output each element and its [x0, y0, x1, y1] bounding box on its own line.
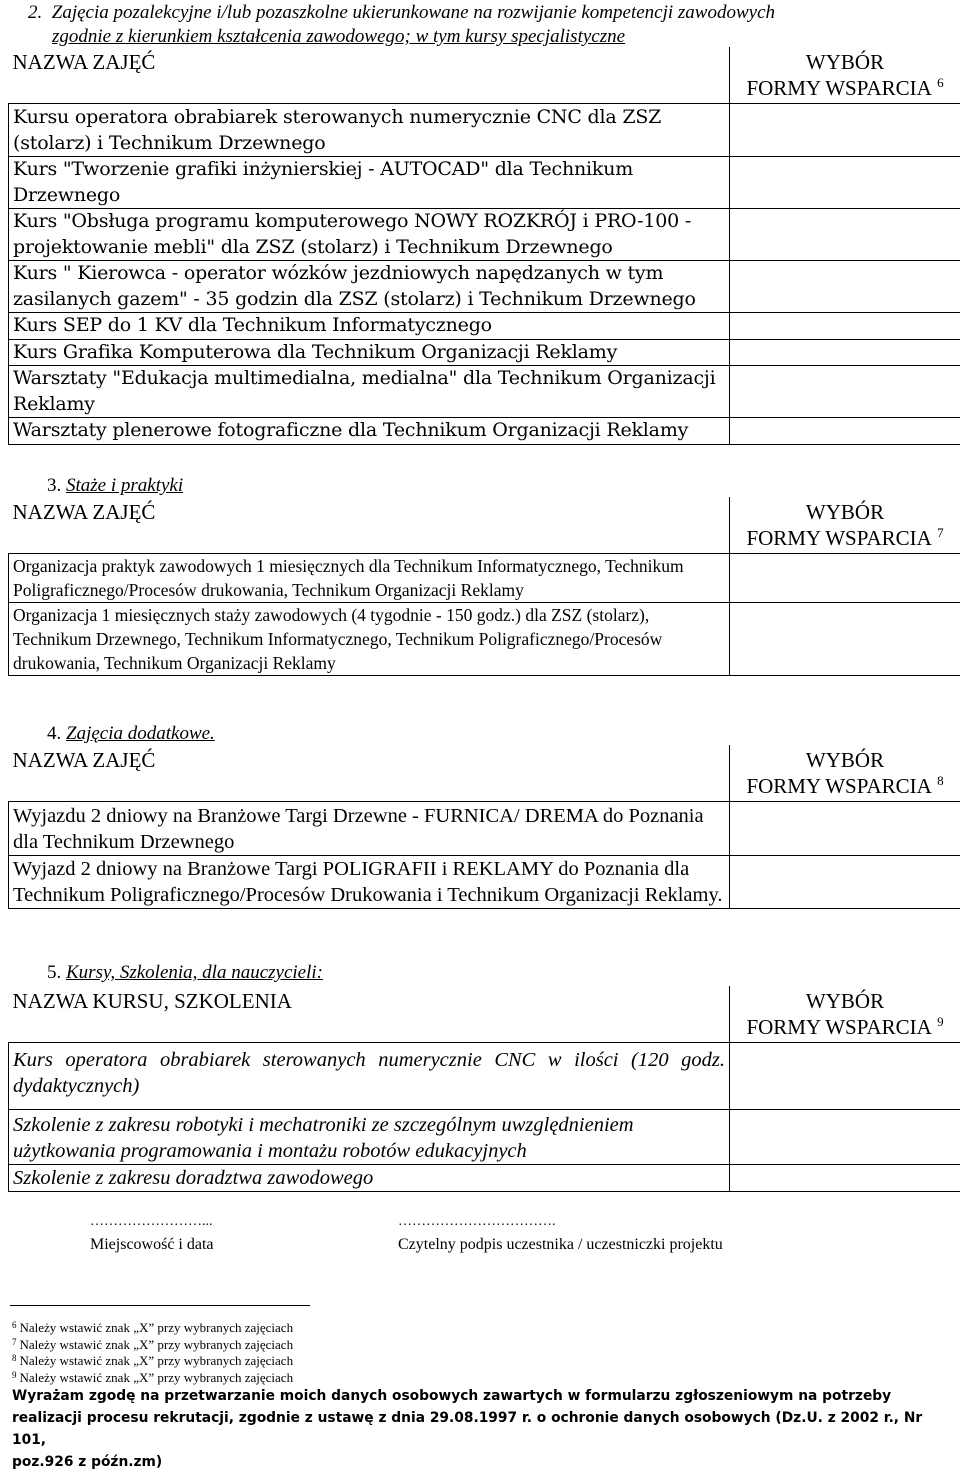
- choice-cell[interactable]: [730, 313, 960, 340]
- footnote-number: 6: [12, 1320, 17, 1330]
- column-header-name: NAZWA ZAJĘĆ: [9, 47, 730, 104]
- course-name: Szkolenie z zakresu doradztwa zawodowego: [9, 1165, 730, 1192]
- table-row: [9, 1165, 960, 1192]
- data-processing-consent: [12, 1385, 958, 1473]
- choice-cell[interactable]: [730, 261, 960, 313]
- footnote-item: [12, 1337, 293, 1354]
- choice-cell[interactable]: [730, 1165, 960, 1192]
- section-5-number: 5.: [47, 962, 61, 983]
- course-name: Szkolenie z zakresu robotyki i mechatroniki ze szczególnym uwzględnieniem użytkowania programowania i montażu robotów edukacyjnych: [9, 1110, 730, 1165]
- activity-name: Wyjazdu 2 dniowy na Branżowe Targi Drzewne - FURNICA/ DREMA do Poznania dla Technikum Drzewnego: [9, 802, 730, 856]
- table-row: [9, 603, 960, 676]
- footnotes: [12, 1320, 293, 1386]
- column-header-name: NAZWA ZAJĘĆ: [9, 745, 730, 802]
- footnote-separator: [10, 1305, 310, 1306]
- activity-name: Kursu operatora obrabiarek sterowanych numerycznie CNC dla ZSZ (stolarz) i Technikum Drzewnego: [9, 104, 730, 157]
- section-3-number: 3.: [47, 475, 61, 496]
- column-header-choice-line2: FORMY WSPARCIA: [746, 526, 931, 550]
- column-header-choice: [730, 497, 960, 554]
- section-2-title: 2. Zajęcia pozalekcyjne i/lub pozaszkolne ukierunkowane na rozwijanie kompetencji zawodowych: [28, 1, 960, 25]
- column-header-name: NAZWA KURSU, SZKOLENIA: [9, 986, 730, 1043]
- column-header-choice-line1: WYBÓR: [730, 747, 960, 773]
- table-row: [9, 313, 960, 340]
- section-4-number: 4.: [47, 723, 61, 744]
- choice-cell[interactable]: [730, 104, 960, 157]
- table-row: [9, 554, 960, 603]
- activity-name: Organizacja 1 miesięcznych staży zawodowych (4 tygodnie - 150 godz.) dla ZSZ (stolarz), Technikum Drzewnego, Technikum Informatycznego, Technikum Poligraficznego/Procesów drukowania, Technikum Organizacji Reklamy: [9, 603, 730, 676]
- column-header-name: NAZWA ZAJĘĆ: [9, 497, 730, 554]
- footnote-number: 8: [12, 1353, 17, 1363]
- footnote-item: [12, 1370, 293, 1387]
- section-3-heading: [47, 474, 183, 498]
- section-3-table: [8, 497, 960, 676]
- column-header-choice: [730, 745, 960, 802]
- place-date-label: Miejscowość i data: [90, 1236, 214, 1254]
- table-row: [9, 104, 960, 157]
- place-date-dots: ……………………...: [90, 1214, 213, 1230]
- column-header-choice-line2: FORMY WSPARCIA: [746, 1015, 931, 1039]
- section-5-heading: [47, 961, 323, 985]
- choice-cell[interactable]: [730, 1110, 960, 1165]
- table-row: [9, 157, 960, 209]
- activity-name: Kurs "Obsługa programu komputerowego NOWY ROZKRÓJ i PRO-100 - projektowanie mebli" dla ZSZ (stolarz) i Technikum Drzewnego: [9, 209, 730, 261]
- section-2-table: [8, 47, 960, 445]
- section-3-title: Staże i praktyki: [66, 475, 183, 496]
- consent-line-2: realizacji procesu rekrutacji, zgodnie z ustawę z dnia 29.08.1997 r. o ochronie danych osobowych (Dz.U. z 2002 r., Nr 101,: [12, 1407, 958, 1451]
- consent-line-3: poz.926 z późn.zm): [12, 1451, 958, 1473]
- footnote-ref: 6: [937, 75, 944, 90]
- activity-name: Wyjazd 2 dniowy na Branżowe Targi POLIGRAFII i REKLAMY do Poznania dla Technikum Poligraficznego/Procesów Drukowania i Technikum Organizacji Reklamy.: [9, 856, 730, 909]
- choice-cell[interactable]: [730, 157, 960, 209]
- activity-name: Warsztaty plenerowe fotograficzne dla Technikum Organizacji Reklamy: [9, 418, 730, 445]
- choice-cell[interactable]: [730, 856, 960, 909]
- choice-cell[interactable]: [730, 339, 960, 366]
- table-row: [9, 209, 960, 261]
- activity-name: Warsztaty "Edukacja multimedialna, medialna" dla Technikum Organizacji Reklamy: [9, 366, 730, 418]
- footnote-number: 7: [12, 1337, 17, 1347]
- footnote-item: [12, 1320, 293, 1337]
- section-5-table: [8, 986, 960, 1192]
- table-row: [9, 339, 960, 366]
- activity-name: Kurs Grafika Komputerowa dla Technikum Organizacji Reklamy: [9, 339, 730, 366]
- footnote-text: Należy wstawić znak „X” przy wybranych zajęciach: [20, 1353, 294, 1368]
- footnote-item: [12, 1353, 293, 1370]
- choice-cell[interactable]: [730, 418, 960, 445]
- table-header-row: [9, 47, 960, 104]
- table-row: [9, 418, 960, 445]
- table-row: [9, 1110, 960, 1165]
- column-header-choice: [730, 986, 960, 1043]
- column-header-choice-line1: WYBÓR: [730, 499, 960, 525]
- footnote-text: Należy wstawić znak „X” przy wybranych zajęciach: [20, 1370, 294, 1385]
- table-header-row: [9, 497, 960, 554]
- footnote-number: 9: [12, 1370, 17, 1380]
- table-row: [9, 366, 960, 418]
- footnote-ref: 9: [937, 1014, 944, 1029]
- column-header-choice: [730, 47, 960, 104]
- choice-cell[interactable]: [730, 366, 960, 418]
- activity-name: Organizacja praktyk zawodowych 1 miesięcznych dla Technikum Informatycznego, Technikum Poligraficznego/Procesów drukowania, Technikum Organizacji Reklamy: [9, 554, 730, 603]
- section-2-heading: [28, 1, 960, 49]
- table-header-row: [9, 745, 960, 802]
- column-header-choice-line1: WYBÓR: [730, 49, 960, 75]
- section-2-title-cont: zgodnie z kierunkiem kształcenia zawodowego; w tym kursy specjalistyczne: [52, 26, 625, 47]
- table-row: [9, 856, 960, 909]
- choice-cell[interactable]: [730, 802, 960, 856]
- signature-label: Czytelny podpis uczestnika / uczestniczki projektu: [398, 1236, 723, 1254]
- table-header-row: [9, 986, 960, 1043]
- column-header-choice-line2: FORMY WSPARCIA: [746, 76, 931, 100]
- column-header-choice-line2: FORMY WSPARCIA: [746, 774, 931, 798]
- footnote-text: Należy wstawić znak „X” przy wybranych zajęciach: [20, 1337, 294, 1352]
- footnote-ref: 7: [937, 525, 944, 540]
- activity-name: Kurs SEP do 1 KV dla Technikum Informatycznego: [9, 313, 730, 340]
- footnote-text: Należy wstawić znak „X” przy wybranych zajęciach: [20, 1320, 294, 1335]
- signature-dots: …………………………….: [398, 1214, 556, 1230]
- table-row: [9, 261, 960, 313]
- section-4-table: [8, 745, 960, 909]
- section-4-title: Zajęcia dodatkowe.: [66, 723, 215, 744]
- consent-line-1: Wyrażam zgodę na przetwarzanie moich danych osobowych zawartych w formularzu zgłoszeniowym na potrzeby: [12, 1385, 958, 1407]
- activity-name: Kurs "Tworzenie grafiki inżynierskiej - AUTOCAD" dla Technikum Drzewnego: [9, 157, 730, 209]
- course-name: Kurs operatora obrabiarek sterowanych numerycznie CNC w ilości (120 godz. dydaktycznych): [9, 1043, 730, 1110]
- table-row: [9, 802, 960, 856]
- choice-cell[interactable]: [730, 603, 960, 676]
- activity-name: Kurs " Kierowca - operator wózków jezdniowych napędzanych w tym zasilanych gazem" - 35 godzin dla ZSZ (stolarz) i Technikum Drzewnego: [9, 261, 730, 313]
- choice-cell[interactable]: [730, 209, 960, 261]
- choice-cell[interactable]: [730, 554, 960, 603]
- choice-cell[interactable]: [730, 1043, 960, 1110]
- section-4-heading: [47, 722, 215, 746]
- footnote-ref: 8: [937, 773, 944, 788]
- section-5-title: Kursy, Szkolenia, dla nauczycieli:: [66, 962, 323, 983]
- column-header-choice-line1: WYBÓR: [730, 988, 960, 1014]
- table-row: [9, 1043, 960, 1110]
